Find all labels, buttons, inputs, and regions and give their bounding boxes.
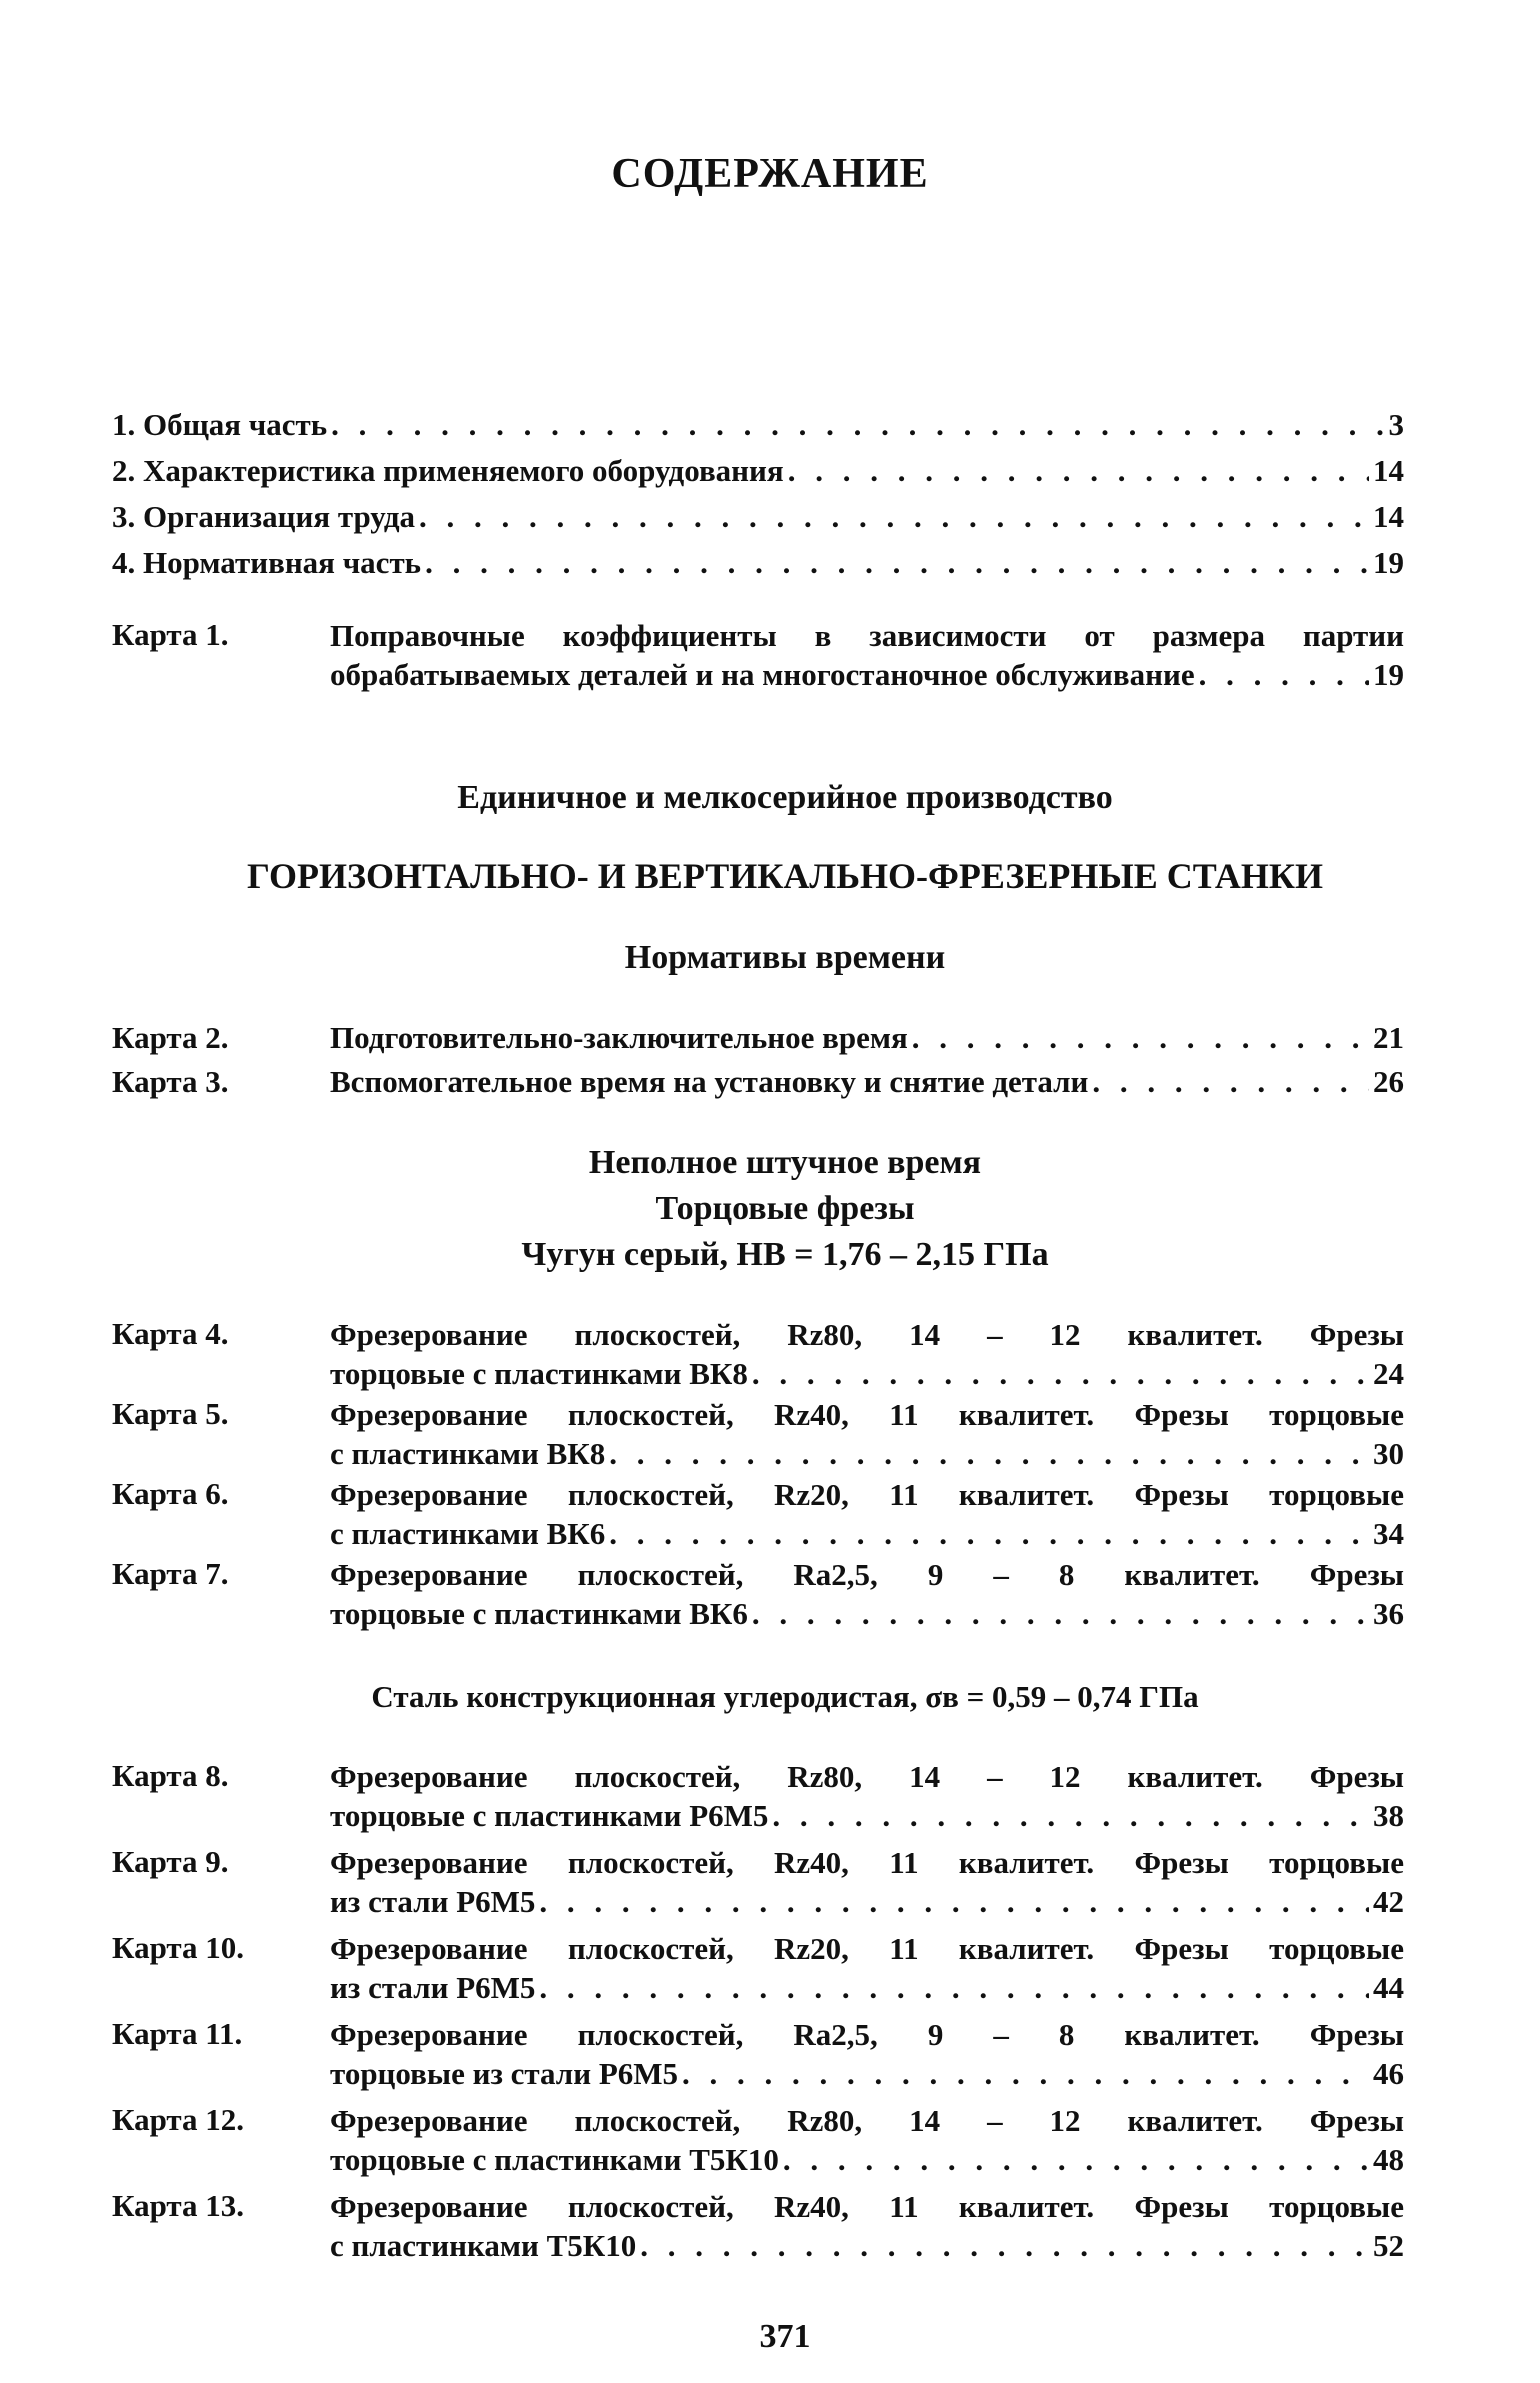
section-cast-iron: Чугун серый, НВ = 1,76 – 2,15 ГПа (521, 1236, 1049, 1273)
card-text-line2-text: с пластинками Т5К10 (330, 2228, 637, 2263)
card-page: 24 (1373, 1356, 1404, 1391)
leader-dots (752, 1594, 1369, 1633)
page-number: 371 (759, 2318, 811, 2355)
card-page: 52 (1373, 2228, 1404, 2263)
card-entry (330, 1843, 1404, 1921)
card-label: Карта 6. (112, 1476, 229, 1511)
card-entry (330, 1059, 1404, 1105)
card-page: 36 (1373, 1596, 1404, 1631)
leader-dots (772, 1796, 1369, 1835)
card-label: Карта 12. (112, 2102, 245, 2137)
card-text-line1: Фрезерование плоскостей, Rz80, 14 – 12 квалитет. Фрезы (330, 2103, 1404, 2138)
card-text-line1: Фрезерование плоскостей, Rz40, 11 квалитет. Фрезы торцовые (330, 1397, 1404, 1432)
card-entry (330, 1395, 1404, 1473)
card-label: Карта 9. (112, 1844, 229, 1879)
card-text-line1: Фрезерование плоскостей, Rz40, 11 квалитет. Фрезы торцовые (330, 1845, 1404, 1880)
card-text-line2 (330, 1354, 1404, 1393)
leader-dots (419, 494, 1369, 540)
card-page: 38 (1373, 1798, 1404, 1833)
card-text-line2-text: торцовые с пластинками Т5К10 (330, 2142, 779, 2177)
leader-dots (1092, 1059, 1369, 1105)
card-label: Карта 2. (112, 1020, 229, 1055)
section-norms: Нормативы времени (624, 939, 946, 976)
card-entry (330, 1757, 1404, 1835)
card-text-line1: Фрезерование плоскостей, Rz20, 11 квалитет. Фрезы торцовые (330, 1931, 1404, 1966)
leader-dots (539, 1968, 1369, 2007)
card-entry (330, 2015, 1404, 2093)
card-text: Вспомогательное время на установку и снятие детали (330, 1064, 1089, 1099)
toc-entry-text: 4. Нормативная часть (112, 545, 422, 580)
section-machines: ГОРИЗОНТАЛЬНО- И ВЕРТИКАЛЬНО-ФРЕЗЕРНЫЕ СТАНКИ (246, 856, 1324, 896)
toc-entry-text: 1. Общая часть (112, 407, 328, 442)
leader-dots (1199, 655, 1369, 694)
leader-dots (609, 1514, 1369, 1553)
leader-dots (912, 1015, 1369, 1061)
toc-entry-page: 14 (1373, 499, 1404, 534)
card-label: Карта 11. (112, 2016, 243, 2051)
card-text-line1: Фрезерование плоскостей, Rz20, 11 квалитет. Фрезы торцовые (330, 1477, 1404, 1512)
toc-entry (112, 402, 1404, 448)
card-text-line2 (330, 2226, 1404, 2265)
leader-dots (783, 2140, 1369, 2179)
card-entry (330, 1555, 1404, 1633)
card-entry (330, 1475, 1404, 1553)
card-text-line2-text: с пластинками ВК6 (330, 1516, 606, 1551)
leader-dots (609, 1434, 1369, 1473)
card-text-line1: Поправочные коэффициенты в зависимости от размера партии (330, 618, 1404, 653)
card-entry (330, 616, 1404, 694)
card-page: 42 (1373, 1884, 1404, 1919)
card-text-line2-text: торцовые с пластинками ВК6 (330, 1596, 748, 1631)
leader-dots (788, 448, 1369, 494)
card-label: Карта 3. (112, 1064, 229, 1099)
leader-dots (539, 1882, 1369, 1921)
card-text-line1: Фрезерование плоскостей, Rz80, 14 – 12 квалитет. Фрезы (330, 1759, 1404, 1794)
card-text-line2-text: из стали Р6М5 (330, 1970, 536, 2005)
card-page: 48 (1373, 2142, 1404, 2177)
card-text-line2 (330, 1882, 1404, 1921)
card-label: Карта 8. (112, 1758, 229, 1793)
toc-entry-page: 19 (1373, 545, 1404, 580)
card-text-line2 (330, 1968, 1404, 2007)
toc-entry (112, 494, 1404, 540)
card-text-line1: Фрезерование плоскостей, Ra2,5, 9 – 8 квалитет. Фрезы (330, 2017, 1404, 2052)
card-text: Подготовительно-заключительное время (330, 1020, 908, 1055)
leader-dots (425, 540, 1369, 586)
card-text-line2-text: с пластинками ВК8 (330, 1436, 606, 1471)
section-production: Единичное и мелкосерийное производство (457, 779, 1113, 816)
card-text-line1: Фрезерование плоскостей, Rz40, 11 квалитет. Фрезы торцовые (330, 2189, 1404, 2224)
section-face-mills: Торцовые фрезы (655, 1190, 915, 1227)
card-page: 34 (1373, 1516, 1404, 1551)
leader-dots (752, 1354, 1369, 1393)
card-label: Карта 1. (112, 617, 229, 652)
card-label: Карта 7. (112, 1556, 229, 1591)
card-page: 30 (1373, 1436, 1404, 1471)
card-entry (330, 2187, 1404, 2265)
card-entry (330, 1929, 1404, 2007)
card-text-line1: Фрезерование плоскостей, Rz80, 14 – 12 квалитет. Фрезы (330, 1317, 1404, 1352)
card-text-line2 (330, 655, 1404, 694)
card-page: 21 (1373, 1020, 1404, 1055)
toc-entry-page: 14 (1373, 453, 1404, 488)
toc-entry (112, 540, 1404, 586)
leader-dots (682, 2054, 1369, 2093)
card-text-line2 (330, 2054, 1404, 2093)
card-text-line1: Фрезерование плоскостей, Ra2,5, 9 – 8 квалитет. Фрезы (330, 1557, 1404, 1592)
leader-dots (331, 402, 1384, 448)
toc-entry-text: 2. Характеристика применяемого оборудования (112, 453, 784, 488)
card-page: 26 (1373, 1064, 1404, 1099)
card-label: Карта 10. (112, 1930, 245, 1965)
card-text-line2 (330, 1796, 1404, 1835)
section-incomplete-time: Неполное штучное время (588, 1144, 982, 1181)
card-text-line2 (330, 1594, 1404, 1633)
card-page: 19 (1373, 657, 1404, 692)
card-label: Карта 4. (112, 1316, 229, 1351)
section-steel: Сталь конструкционная углеродистая, σв = 0,59 – 0,74 ГПа (371, 1679, 1199, 1714)
card-page: 46 (1373, 2056, 1404, 2091)
card-text-line2-text: торцовые с пластинками ВК8 (330, 1356, 748, 1391)
card-text-line2 (330, 2140, 1404, 2179)
card-entry (330, 1315, 1404, 1393)
card-text-line2-text: из стали Р6М5 (330, 1884, 536, 1919)
page-title: СОДЕРЖАНИЕ (611, 151, 929, 197)
card-text-line2-text: торцовые с пластинками Р6М5 (330, 1798, 769, 1833)
card-page: 44 (1373, 1970, 1404, 2005)
toc-entry (112, 448, 1404, 494)
card-entry (330, 2101, 1404, 2179)
card-label: Карта 5. (112, 1396, 229, 1431)
toc-entry-text: 3. Организация труда (112, 499, 416, 534)
card-text-line2-text: обрабатываемых деталей и на многостаночное обслуживание (330, 657, 1195, 692)
toc-entry-page: 3 (1388, 407, 1404, 442)
card-entry (330, 1015, 1404, 1061)
card-text-line2 (330, 1514, 1404, 1553)
card-text-line2-text: торцовые из стали Р6М5 (330, 2056, 679, 2091)
card-label: Карта 13. (112, 2188, 245, 2223)
card-text-line2 (330, 1434, 1404, 1473)
leader-dots (640, 2226, 1369, 2265)
